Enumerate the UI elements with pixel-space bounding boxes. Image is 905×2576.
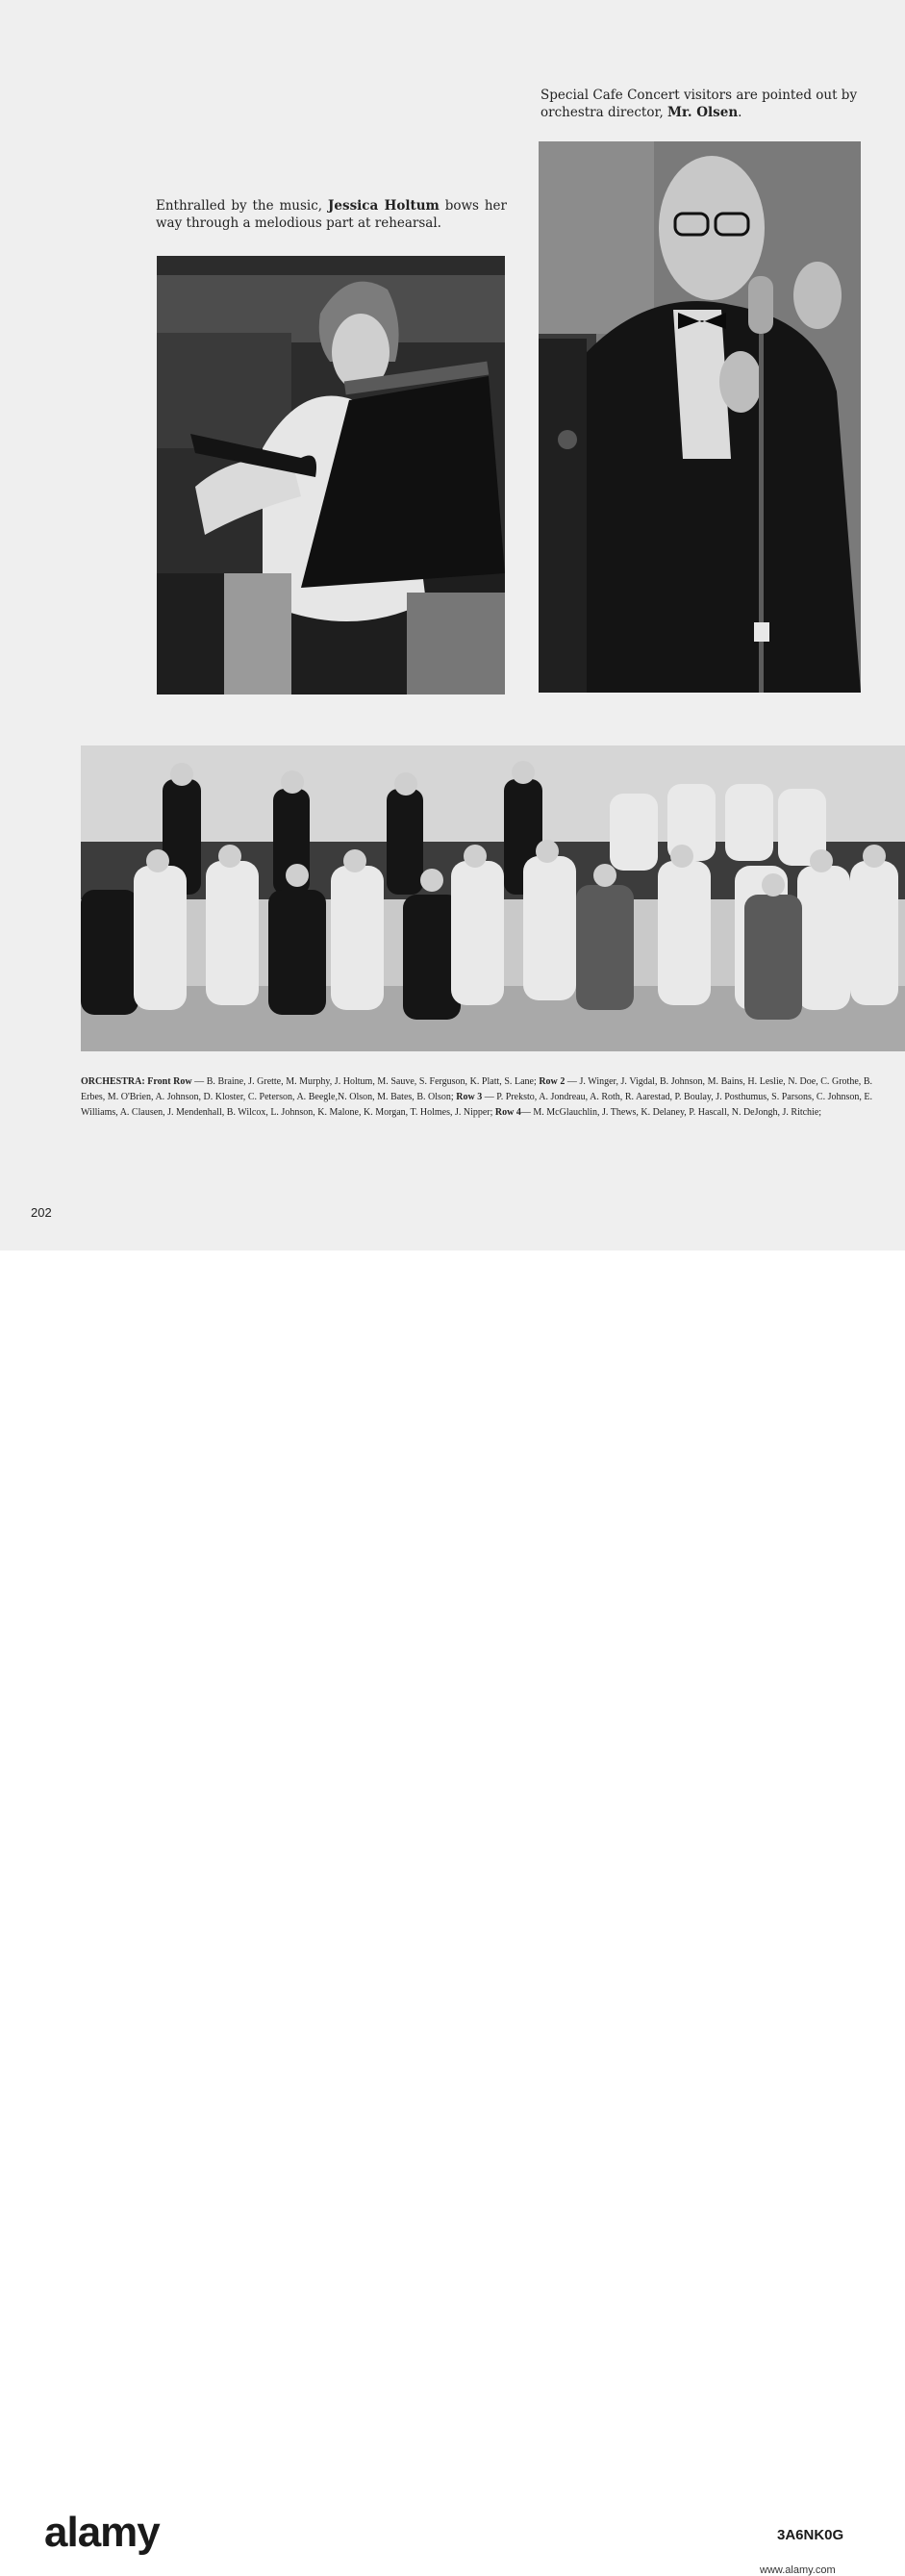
orchestra-roster: [81, 1074, 872, 1120]
roster-row-names: P. Preksto, A. Jondreau, A. Roth, R. Aarestad, P. Boulay, J. Posthumus, S. Parsons, C. Johnson, E. Williams, A. Clausen, J. Mendenhall, B. Wilcox, L. Johnson, K. Malone, K. Morgan, T. Holmes, J. Nipper;: [81, 1091, 873, 1118]
roster-row-names: M. McGlauchlin, J. Thews, K. Delaney, P. Hascall, N. DeJongh, J. Ritchie;: [533, 1106, 822, 1118]
roster-row-label: Row 2: [539, 1076, 566, 1087]
director-caption: [540, 87, 877, 121]
roster-row-label: Row 4: [494, 1106, 521, 1118]
roster-separator: —: [191, 1076, 207, 1087]
roster-separator: —: [565, 1076, 580, 1087]
page-number: 202: [31, 1205, 52, 1220]
director-name: Mr. Olsen: [667, 105, 739, 120]
director-photo: [539, 141, 861, 693]
image-id: 3A6NK0G: [777, 2527, 844, 2543]
violinist-caption-end: bows her way through a melodious part at rehearsal.: [156, 198, 507, 231]
roster-heading: ORCHESTRA:: [81, 1076, 145, 1087]
roster-separator: —: [482, 1091, 497, 1102]
site-url: www.alamy.com: [760, 2564, 836, 2576]
watermark-footer: [0, 1250, 905, 2576]
roster-row-names: J. Winger, J. Vigdal, B. Johnson, M. Bains, H. Leslie, N. Doe, C. Grothe, B. Erbes, M. O'Brien, A. Johnson, D. Kloster, C. Peterson, A. Beegle,N. Olson, M. Bates, B. Olson;: [81, 1076, 873, 1102]
orchestra-group-photo: [81, 745, 905, 1051]
director-caption-text: Special Cafe Concert visitors are pointed out by orchestra director,: [540, 88, 858, 120]
violinist-caption-text: Enthralled by the music,: [156, 198, 328, 214]
roster-row-label: Row 3: [456, 1091, 483, 1102]
roster-row-label: Front Row: [147, 1076, 192, 1087]
roster-row-names: B. Braine, J. Grette, M. Murphy, J. Holtum, M. Sauve, S. Ferguson, K. Platt, S. Lane;: [206, 1076, 540, 1087]
alamy-logo: alamy: [44, 2509, 160, 2556]
roster-separator: —: [520, 1106, 534, 1118]
violinist-caption: [156, 197, 507, 232]
yearbook-page: [0, 0, 905, 1250]
director-caption-end: .: [738, 105, 742, 120]
violinist-photo: [157, 256, 505, 695]
violinist-name: Jessica Holtum: [328, 198, 440, 214]
